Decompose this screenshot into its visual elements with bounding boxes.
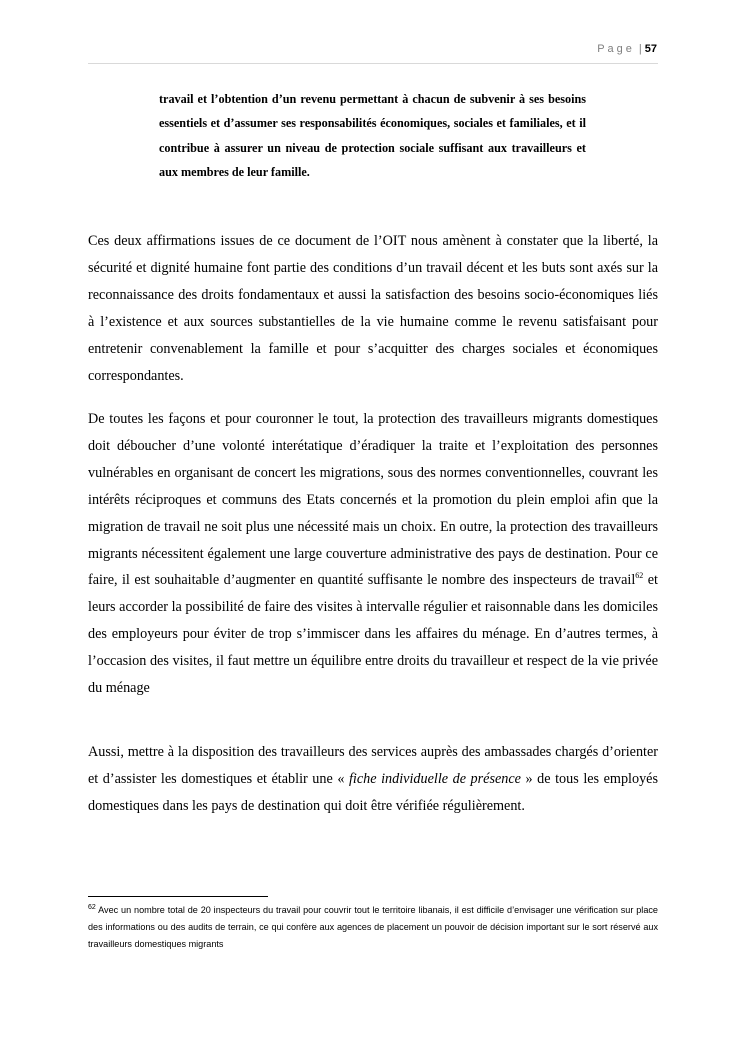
header-rule [88,63,658,64]
page-number: 57 [644,43,657,55]
footnote [88,902,658,952]
footnote-number: 62 [88,904,96,911]
emphasized-term: fiche individuelle de présence [348,770,521,787]
header-separator: | [638,43,642,55]
footnote-separator [88,896,268,897]
paragraph-3-text-b: » de tous les employés domestiques dans les pays de destination qui doit être vérifiée régulièrement. [88,770,658,814]
page-label: Page [597,43,635,55]
paragraph-3-text-a: Aussi, mettre à la disposition des travailleurs des services auprès des ambassades chargés d’orienter et d’assister les domestiques et établir une « [88,744,658,787]
paragraph-2-text-a: De toutes les façons et pour couronner le tout, la protection des travailleurs migrants domestiques doit déboucher d’une volonté interétatique d’éradiquer la traite et l’exploitation des personnes vulnérables en organisant de concert les migrations, sous des normes conventionnelles, couvrant les intérêts réciproques et communs des Etats concernés et la promotion du plein emploi afin que la migration de travail ne soit plus une nécessité mais un choix. En outre, la protection des travailleurs migrants nécessitent également une large couverture administrative des pays de destination. Pour ce faire, il est souhaitable d’augmenter en quantité suffisante le nombre des inspecteurs de travail [88,411,658,589]
paragraph-3 [88,739,658,820]
paragraph-1: Ces deux affirmations issues de ce document de l’OIT nous amènent à constater que la liberté, la sécurité et dignité humaine font partie des conditions d’un travail décent et les buts sont axés sur la reconnaissance des droits fondamentaux et aussi la satisfaction des besoins socio-économiques liés à l’existence et aux sources substantielles de la vie humaine comme le revenu satisfaisant pour entretenir convenablement la famille et pour s’acquitter des charges sociales et économiques correspondantes. [88,233,658,384]
block-quote: travail et l’obtention d’un revenu permettant à chacun de subvenir à ses besoins essentiels et d’assumer ses responsabilités économiques, sociales et familiales, et il contribue à assurer un niveau de protection sociale suffisant aux travailleurs et aux membres de leur famille. [159,92,586,179]
footnote-text: Avec un nombre total de 20 inspecteurs du travail pour couvrir tout le territoire libanais, il est difficile d’envisager une vérification sur place des informations ou des audits de terrain, ce qui confère aux agences de placement un pouvoir de décision important sur le sort réservé aux travailleurs domestiques migrants [88,905,658,949]
paragraph-2 [88,406,658,702]
paragraph-2-text-b: et leurs accorder la possibilité de faire des visites à intervalle régulier et raisonnable dans les domiciles des employeurs pour éviter de trop s’immiscer dans les affaires du ménage. En d’autres termes, à l’occasion des visites, il faut mettre un équilibre entre droits du travailleur et respect de la vie privée du ménage [88,572,658,697]
page-header [597,43,657,55]
footnote-reference: 62 [635,571,644,581]
